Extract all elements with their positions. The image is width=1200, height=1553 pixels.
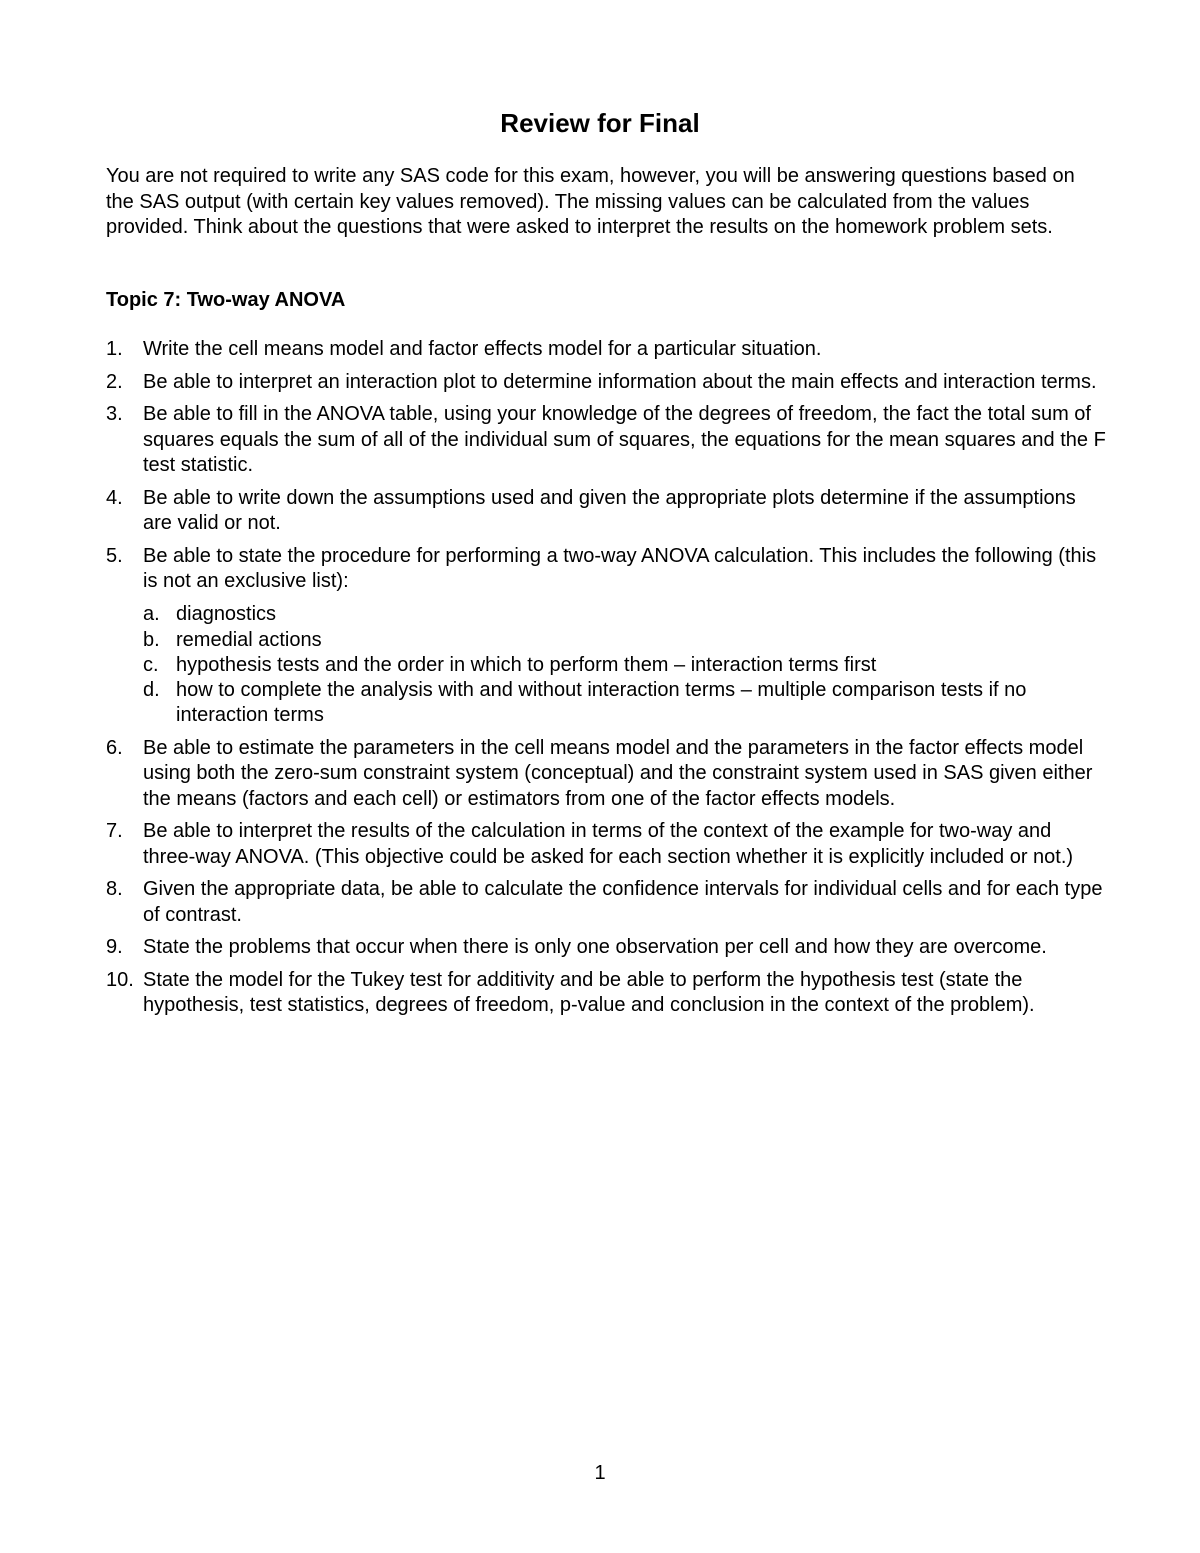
- item-text: Be able to fill in the ANOVA table, using your knowledge of the degrees of freedom, the fact the total sum of squares equals the sum of all of the individual sum of squares, the equations for the mean squares and the F test statistic.: [143, 403, 1106, 476]
- item-text: Be able to write down the assumptions used and given the appropriate plots determine if the assumptions are valid or not.: [143, 486, 1076, 534]
- list-item: [106, 968, 1106, 1019]
- sublist-letter: a.: [143, 603, 160, 626]
- item-number: 1.: [106, 338, 123, 360]
- list-item: [106, 337, 1106, 362]
- sublist-text: remedial actions: [176, 628, 322, 651]
- item-text: Be able to estimate the parameters in the cell means model and the parameters in the factor effects model using both the zero-sum constraint system (conceptual) and the constraint system used in SAS given either the means (factors and each cell) or estimators from one of the factor effects models.: [143, 737, 1093, 810]
- item-text: Given the appropriate data, be able to calculate the confidence intervals for individual cells and for each type of contrast.: [143, 878, 1103, 926]
- item-text: Be able to state the procedure for performing a two-way ANOVA calculation. This includes the following (this is not an exclusive list):: [143, 544, 1097, 592]
- sublist-item: [143, 602, 1106, 627]
- sublist-item: [143, 653, 1106, 678]
- list-item: [106, 819, 1106, 870]
- item-number: 8.: [106, 878, 123, 901]
- item-number: 10.: [106, 969, 134, 992]
- sublist-letter: b.: [143, 628, 160, 651]
- topic-heading: Topic 7: Two-way ANOVA: [106, 289, 346, 311]
- list-item: [106, 877, 1106, 928]
- list-item: [106, 402, 1106, 478]
- item-number: 7.: [106, 820, 123, 843]
- sublist-item: [143, 678, 1106, 729]
- sublist-letter: c.: [143, 653, 159, 676]
- sublist-text: how to complete the analysis with and without interaction terms – multiple comparison tests if no interaction terms: [176, 679, 1027, 727]
- list-item: [106, 935, 1106, 960]
- page-number: 1: [594, 1462, 606, 1484]
- list-item: [106, 486, 1106, 537]
- item-number: 5.: [106, 544, 123, 567]
- item-text: Write the cell means model and factor effects model for a particular situation.: [143, 338, 822, 360]
- item-number: 4.: [106, 486, 123, 509]
- sublist-item: [143, 628, 1106, 653]
- item-number: 2.: [106, 370, 123, 393]
- item-text: Be able to interpret the results of the calculation in terms of the context of the example for two-way and three-way ANOVA. (This objective could be asked for each section whether it is explicitly included or not.): [143, 820, 1074, 868]
- list-item: [106, 370, 1106, 395]
- objectives-list: [106, 337, 1106, 1026]
- sublist-text: diagnostics: [176, 603, 277, 626]
- item-number: 3.: [106, 403, 123, 426]
- sublist-text: hypothesis tests and the order in which to perform them – interaction terms first: [176, 653, 877, 676]
- intro-paragraph: You are not required to write any SAS code for this exam, however, you will be answering questions based on the SAS output (with certain key values removed). The missing values can be calculated from the values provided. Think about the questions that were asked to interpret the results on the homework problem sets.: [106, 165, 1075, 238]
- item-text-with-sublist: [143, 544, 1106, 729]
- item-number: 6.: [106, 737, 123, 760]
- list-item: [106, 544, 1106, 729]
- sublist-letter: d.: [143, 679, 160, 702]
- procedure-sublist: [143, 602, 1106, 728]
- item-text: State the model for the Tukey test for additivity and be able to perform the hypothesis test (state the hypothesis, test statistics, degrees of freedom, p-value and conclusion in the context of the problem).: [143, 969, 1035, 1017]
- item-text: Be able to interpret an interaction plot to determine information about the main effects and interaction terms.: [143, 370, 1097, 393]
- list-item: [106, 736, 1106, 812]
- item-number: 9.: [106, 936, 123, 959]
- item-text: State the problems that occur when there is only one observation per cell and how they are overcome.: [143, 936, 1047, 959]
- page-title: Review for Final: [500, 108, 700, 138]
